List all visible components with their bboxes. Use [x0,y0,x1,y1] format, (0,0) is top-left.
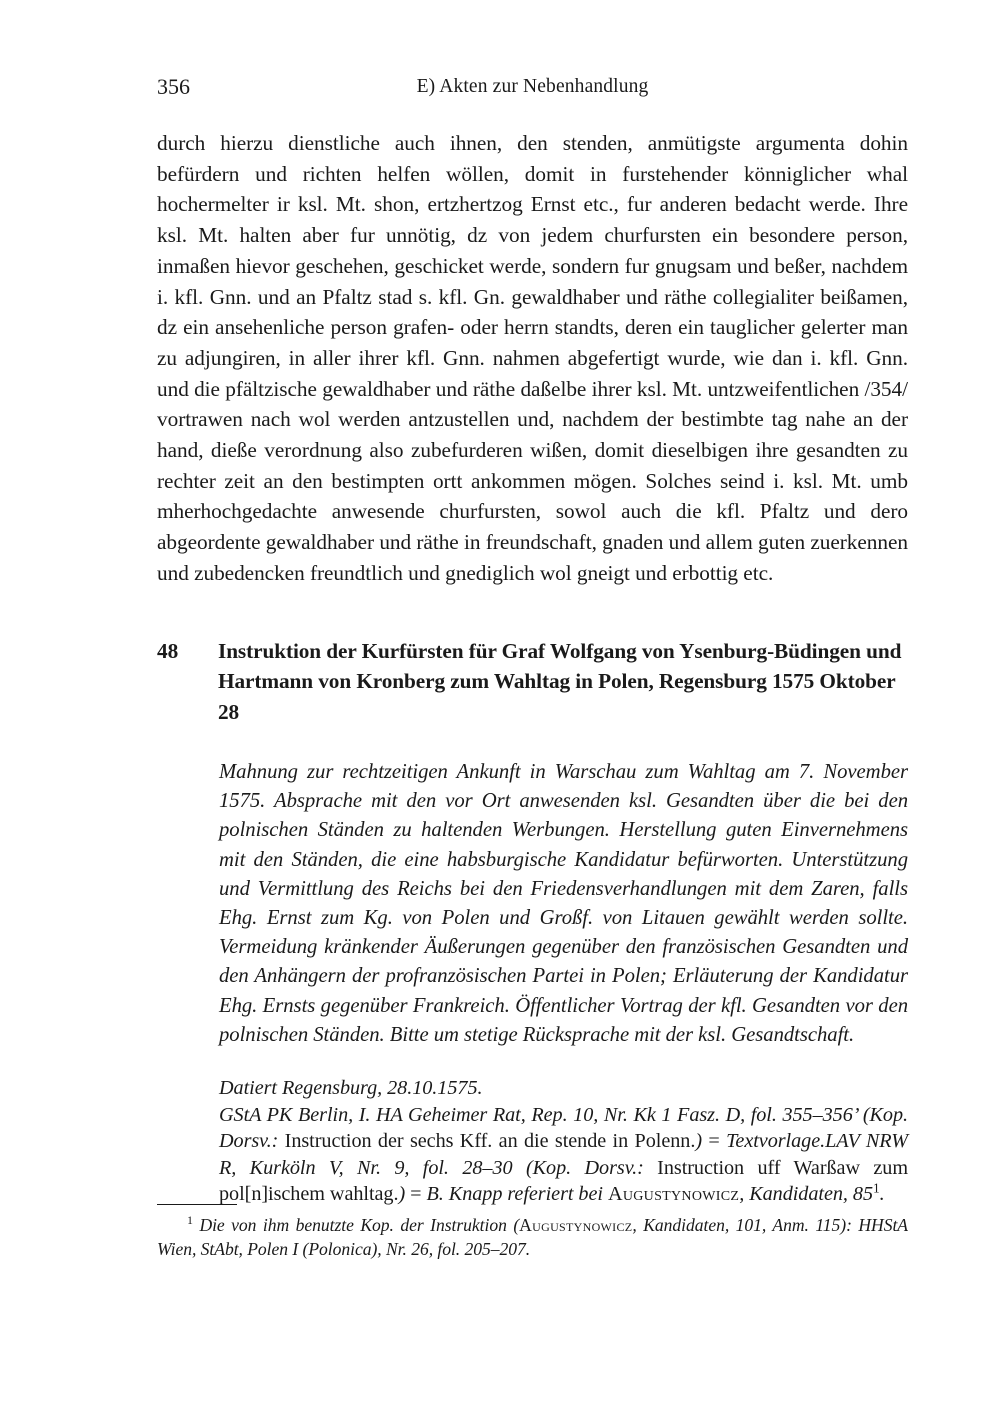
running-head [157,74,908,100]
document-heading [157,636,908,728]
source-ref2-lead: B. Knapp referiert bei [426,1183,608,1206]
footnote-number: 1 [187,1213,193,1228]
source-ref2-shelfmark: LAV NRW R, Kurköln V, Nr. 9, fol. 28–30 (Kop. Dorsv.: [219,1130,908,1179]
document-title: Instruktion der Kurfürsten für Graf Wolfgang von Ysenburg-Büdingen und Hartmann von Kronberg zum Wahltag in Polen, Regensburg 1575 Oktober 28 [218,638,902,724]
source-reference-1 [219,1102,908,1208]
source-dateline: Datiert Regensburg, 28.10.1575. [219,1077,483,1100]
running-head-title: E) Akten zur Nebenhandlung [416,76,649,97]
source-ref1-equals: = [702,1130,727,1153]
footnote-author-smallcaps: Augustynowicz [519,1215,633,1235]
footnote-text-a: Die von ihm benutzte Kop. der Instruktion ( [199,1215,520,1235]
document-number: 48 [157,638,179,663]
footnote-1 [157,1213,908,1261]
source-ref1-shelfmark: GStA PK Berlin, I. HA Geheimer Rat, Rep. 10, Nr. Kk 1 Fasz. D, fol. 355–356’ (Kop. Dorsv.: [219,1103,908,1153]
source-ref2-dorsal-note: Instruction uff Warßaw zum pol[n]ischem wahltag. [219,1156,908,1206]
footnote-separator-rule [157,1204,237,1205]
footnote-area [157,1204,908,1261]
footnote-text-b: , Kandidaten, 101, Anm. 115): HHStA Wien, StAbt, Polen I (Polonica), Nr. 26, fol. 205–207. [157,1215,908,1259]
source-ref1-designation: Textvorlage. [726,1130,826,1153]
source-ref2-equals: = [405,1183,427,1206]
source-apparatus [219,1075,908,1208]
source-ref2-author-smallcaps: Augustynowicz [607,1183,740,1206]
source-ref1-dorsal-note: Instruction der sechs Kff. an die stende in Polenn. [278,1130,696,1153]
source-ref1-closeparen: ) [695,1130,702,1153]
document-regest: Mahnung zur rechtzeitigen Ankunft in Warschau zum Wahltag am 7. November 1575. Absprache mit den vor Ort anwesenden ksl. Gesandten über die bei den polnischen Ständen zu haltenden Werbungen. Herstellung guten Einvernehmens mit den Ständen, die eine habsburgische Kandidatur befürworten. Unterstützung und Vermittlung des Reichs bei den Friedensverhandlungen mit dem Zaren, falls Ehg. Ernst zum Kg. von Polen und Großf. von Litauen gewählt werden sollte. Vermeidung kränkender Äußerungen gegenüber den französischen Gesandten und den Anhängern der profranzösischen Partei in Polen; Erläuterung der Kandidatur Ehg. Ernsts gegenüber Frankreich. Öffentlicher Vortrag der kfl. Gesandten vor den polnischen Ständen. Bitte um stetige Rücksprache mit der ksl. Gesandtschaft. [219,761,908,1046]
source-ref2-period: . [879,1183,885,1206]
main-text-block [157,128,908,1208]
source-ref2-worktitle: , Kandidaten, 85 [739,1183,873,1206]
body-paragraph: durch hierzu dienstliche auch ihnen, den stenden, anmütigste argumenta dohin befürdern und richten helfen wöllen, domit in furstehender könniglicher whal hochermelter ir ksl. Mt. shon, ertzhertzog Ernst etc., fur anderen bedacht werde. Ihre ksl. Mt. halten aber fur unnötig, dz von jedem churfursten ein besondere person, inmaßen hievor geschehen, geschicket werde, sondern fur gnugsam und beßer, nachdem i. kfl. Gnn. und an Pfaltz stad s. kfl. Gn. gewaldhaber und räthe collegialiter beißamen, dz ein ansehenliche person grafen- oder herrn standts, deren ein tauglicher gelerter man zu adjungiren, in aller ihrer kfl. Gnn. nahmen abgefertigt wurde, wie dan i. kfl. Gnn. und die pfältzische gewaldhaber und räthe daßelbe ihrer ksl. Mt. untzweifentlichen /354/ vortrawen nach wol werden antzustellen und, nachdem der bestimbte tag nahe an der hand, dieße verordnung also zubefurderen wißen, domit dieselbigen ihre gesandten zu rechter zeit an den bestimpten ortt ankommen mögen. Solches seind i. ksl. Mt. umb mherhochgedachte anwesende churfursten, sowol auch die kfl. Pfaltz und dero abgeordente gewaldhaber und räthe in freundschaft, gnaden und allem guten zuerkennen und zubedencken freundtlich und gnediglich wol gneigt und erbottig etc. [157,131,908,585]
source-footnote-marker[interactable]: 1 [872,1180,880,1196]
source-ref2-closeparen: ) [398,1183,406,1206]
page-folio-number: 356 [157,74,190,99]
